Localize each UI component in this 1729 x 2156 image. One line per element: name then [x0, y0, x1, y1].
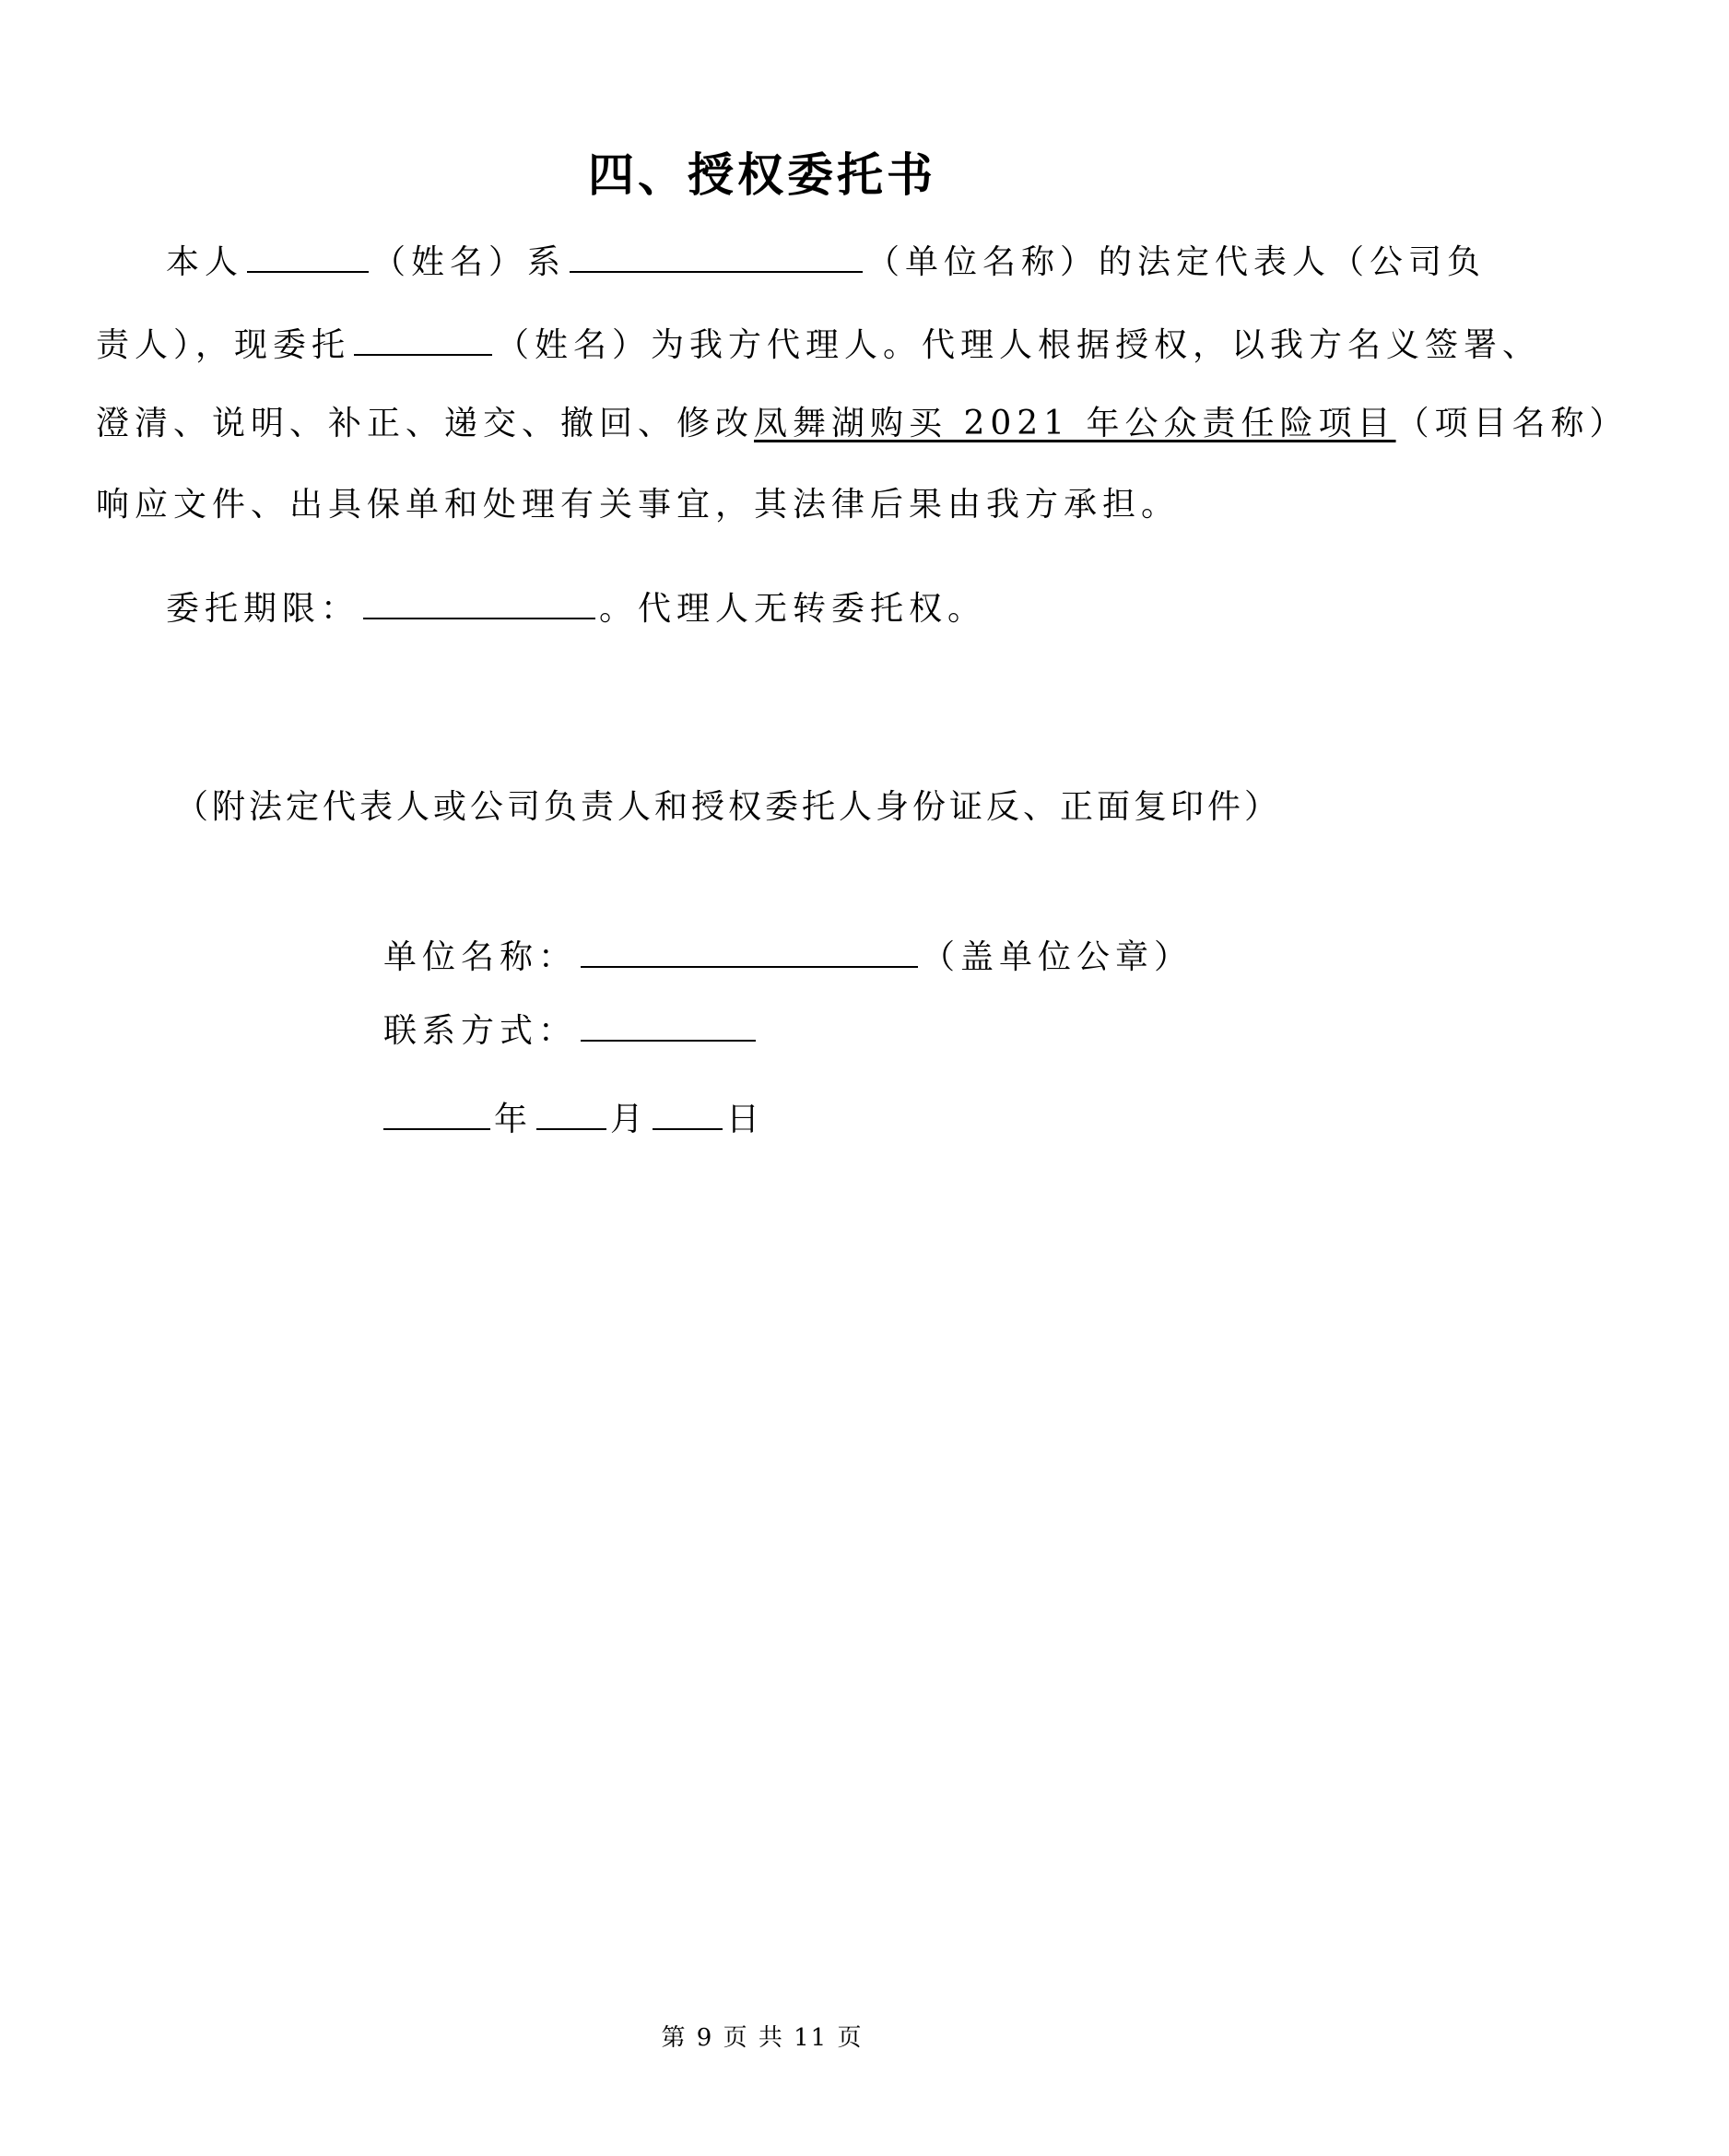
paragraph-line-1 — [166, 238, 1511, 285]
contact-label: 联系方式： — [383, 1012, 578, 1050]
unit-signature-line — [383, 933, 1729, 980]
date-line — [380, 1095, 1725, 1142]
unit-seal-note: （盖单位公章） — [922, 938, 1194, 976]
year-label: 年 — [494, 1101, 534, 1138]
blank-term-field[interactable] — [363, 584, 595, 619]
blank-year-field[interactable] — [383, 1095, 490, 1130]
paragraph-line-3 — [96, 402, 1629, 446]
text-legal-rep: （单位名称）的法定代表人（公司负 — [866, 243, 1487, 281]
text-name-system: （姓名）系 — [372, 243, 567, 281]
page-number-footer: 第 9 页 共 11 页 — [661, 2024, 864, 2052]
text-agent-authority: （姓名）为我方代理人。代理人根据授权，以我方名义签署、 — [496, 326, 1542, 364]
blank-day-field[interactable] — [653, 1095, 723, 1130]
text-project-label: （项目名称） — [1395, 405, 1629, 442]
text-self: 本人 — [166, 243, 244, 281]
blank-unit-field[interactable] — [570, 238, 863, 273]
attachment-note: （附法定代表人或公司负责人和授权委托人身份证反、正面复印件） — [175, 788, 1282, 826]
unit-label: 单位名称： — [383, 938, 578, 976]
blank-name-field[interactable] — [247, 238, 369, 273]
day-label: 日 — [726, 1101, 766, 1138]
blank-agent-name-field[interactable] — [354, 321, 492, 356]
blank-month-field[interactable] — [536, 1095, 606, 1130]
blank-unit-signature-field[interactable] — [581, 933, 918, 968]
text-actions: 澄清、说明、补正、递交、撤回、修改 — [96, 405, 755, 442]
term-line — [166, 584, 1511, 631]
month-label: 月 — [610, 1101, 650, 1138]
paragraph-line-4 — [96, 483, 1441, 527]
paragraph-line-2 — [96, 321, 1542, 368]
term-suffix: 。代理人无转委托权。 — [599, 590, 987, 628]
text-consequences: 响应文件、出具保单和处理有关事宜，其法律后果由我方承担。 — [96, 486, 1181, 524]
text-entrust: 责人），现委托 — [96, 326, 351, 364]
contact-line — [383, 1007, 1729, 1054]
page-title: 四、授权委托书 — [588, 148, 936, 202]
term-label: 委托期限： — [166, 590, 360, 628]
blank-contact-field[interactable] — [581, 1007, 756, 1042]
project-name: 凤舞湖购买 2021 年公众责任险项目 — [754, 405, 1396, 442]
